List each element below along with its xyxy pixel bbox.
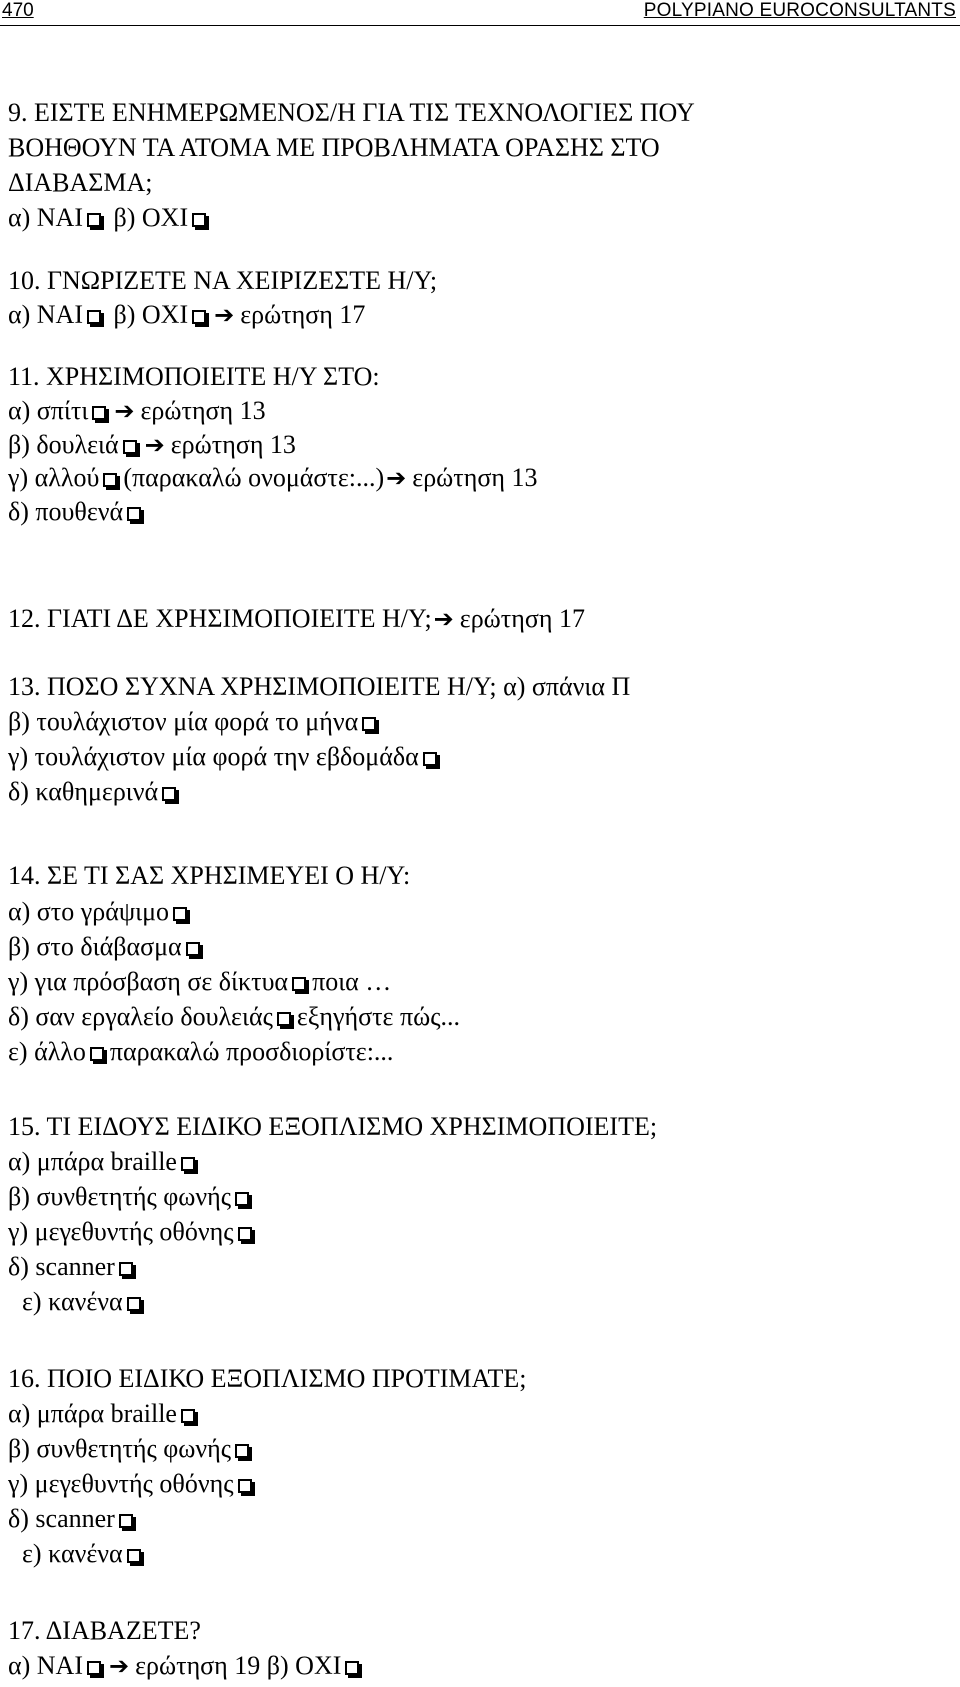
q15-option-c-label: γ) μεγεθυντής οθόνης bbox=[8, 1217, 234, 1246]
q15-option-b bbox=[8, 1182, 255, 1212]
q14-option-e-label: ε) άλλο bbox=[8, 1037, 86, 1066]
checkbox-icon[interactable] bbox=[277, 1012, 291, 1026]
q15-option-c bbox=[8, 1217, 258, 1247]
q11-option-c-goto: ερώτηση 13 bbox=[412, 463, 538, 492]
checkbox-icon[interactable] bbox=[362, 717, 376, 731]
q9-option-yes-label: α) ΝΑΙ bbox=[8, 203, 83, 232]
checkbox-icon[interactable] bbox=[186, 942, 200, 956]
q9-option-no-label: β) ΟΧΙ bbox=[113, 203, 189, 232]
q15-option-b-label: β) συνθετητής φωνής bbox=[8, 1182, 232, 1211]
q14-option-e bbox=[8, 1037, 393, 1067]
q17-option-yes-label: α) ΝΑΙ bbox=[8, 1651, 83, 1680]
checkbox-icon[interactable] bbox=[238, 1479, 252, 1493]
checkbox-icon[interactable] bbox=[103, 473, 117, 487]
q11-option-b-label: β) δουλειά bbox=[8, 430, 119, 459]
q11-option-a bbox=[8, 396, 266, 426]
checkbox-icon[interactable] bbox=[92, 406, 106, 420]
checkbox-icon[interactable] bbox=[238, 1227, 252, 1241]
q11-option-c-label: γ) αλλού bbox=[8, 463, 100, 492]
q11-option-c bbox=[8, 463, 537, 493]
q9-title-line3: ΔΙΑΒΑΣΜΑ; bbox=[8, 168, 153, 197]
q16-title: 16. ΠΟΙΟ ΕΙΔΙΚΟ ΕΞΟΠΛΙΣΜΟ ΠΡΟΤΙΜΑΤΕ; bbox=[8, 1364, 527, 1393]
q14-option-d-label: δ) σαν εργαλείο δουλειάς bbox=[8, 1002, 273, 1031]
q15-title: 15. ΤΙ ΕΙΔΟΥΣ ΕΙΔΙΚΟ ΕΞΟΠΛΙΣΜΟ ΧΡΗΣΙΜΟΠΟΙΕΙΤΕ; bbox=[8, 1112, 658, 1141]
q12-line bbox=[8, 604, 585, 634]
q11-option-a-label: α) σπίτι bbox=[8, 396, 89, 425]
checkbox-icon[interactable] bbox=[235, 1192, 249, 1206]
checkbox-icon[interactable] bbox=[181, 1409, 195, 1423]
q16-option-d-label: δ) scanner bbox=[8, 1504, 115, 1533]
q14-option-c-note: ποια … bbox=[312, 967, 392, 996]
arrow-right-icon: ➔ bbox=[214, 301, 235, 329]
q10-option-no-label: β) ΟΧΙ bbox=[113, 300, 189, 329]
page-number: 470 bbox=[2, 0, 34, 21]
q10-goto: ερώτηση 17 bbox=[240, 300, 366, 329]
q14-option-b bbox=[8, 932, 206, 962]
checkbox-icon[interactable] bbox=[87, 310, 101, 324]
q10-title: 10. ΓΝΩΡΙΖΕΤΕ ΝΑ ΧΕΙΡΙΖΕΣΤΕ Η/Υ; bbox=[8, 266, 438, 295]
checkbox-icon[interactable] bbox=[127, 507, 141, 521]
q16-option-e bbox=[22, 1539, 147, 1569]
q10-options bbox=[8, 300, 365, 330]
checkbox-icon[interactable] bbox=[423, 752, 437, 766]
checkbox-icon[interactable] bbox=[235, 1444, 249, 1458]
checkbox-icon[interactable] bbox=[123, 440, 137, 454]
q16-option-c-label: γ) μεγεθυντής οθόνης bbox=[8, 1469, 234, 1498]
q11-option-d bbox=[8, 497, 147, 527]
q16-option-a-label: α) μπάρα braille bbox=[8, 1399, 177, 1428]
checkbox-icon[interactable] bbox=[127, 1297, 141, 1311]
arrow-right-icon: ➔ bbox=[114, 397, 135, 425]
checkbox-icon[interactable] bbox=[192, 310, 206, 324]
q14-option-a-label: α) στο γράψιμο bbox=[8, 897, 170, 926]
q14-option-b-label: β) στο διάβασμα bbox=[8, 932, 182, 961]
q16-option-e-label: ε) κανένα bbox=[22, 1539, 123, 1568]
q16-option-b-label: β) συνθετητής φωνής bbox=[8, 1434, 232, 1463]
checkbox-icon[interactable] bbox=[181, 1157, 195, 1171]
checkbox-icon[interactable] bbox=[119, 1514, 133, 1528]
checkbox-icon[interactable] bbox=[173, 907, 187, 921]
header-rule bbox=[0, 25, 960, 26]
q11-option-b bbox=[8, 430, 296, 460]
checkbox-icon[interactable] bbox=[192, 213, 206, 227]
arrow-right-icon: ➔ bbox=[144, 431, 165, 459]
arrow-right-icon: ➔ bbox=[386, 464, 407, 492]
q15-option-d-label: δ) scanner bbox=[8, 1252, 115, 1281]
q13-option-b-label: β) τουλάχιστον μία φορά το μήνα bbox=[8, 707, 359, 736]
q10-option-yes-label: α) ΝΑΙ bbox=[8, 300, 83, 329]
q15-option-a bbox=[8, 1147, 201, 1177]
checkbox-icon[interactable] bbox=[292, 977, 306, 991]
q9-title-line2: ΒΟΗΘΟΥΝ ΤΑ ΑΤΟΜΑ ΜΕ ΠΡΟΒΛΗΜΑΤΑ ΟΡΑΣΗΣ ΣΤΟ bbox=[8, 133, 660, 162]
q12-title: 12. ΓΙΑΤΙ ΔΕ ΧΡΗΣΙΜΟΠΟΙΕΙΤΕ Η/Υ; bbox=[8, 604, 432, 633]
publisher-name: POLYPIANO EUROCONSULTANTS bbox=[643, 0, 956, 21]
checkbox-icon[interactable] bbox=[127, 1549, 141, 1563]
checkbox-icon[interactable] bbox=[345, 1661, 359, 1675]
q15-option-a-label: α) μπάρα braille bbox=[8, 1147, 177, 1176]
q14-title: 14. ΣΕ ΤΙ ΣΑΣ ΧΡΗΣΙΜΕΥΕΙ Ο Η/Υ: bbox=[8, 861, 411, 890]
checkbox-icon[interactable] bbox=[87, 1661, 101, 1675]
q11-title: 11. ΧΡΗΣΙΜΟΠΟΙΕΙΤΕ Η/Υ ΣΤΟ: bbox=[8, 362, 380, 391]
checkbox-icon[interactable] bbox=[119, 1262, 133, 1276]
q14-option-e-note: παρακαλώ προσδιορίστε:... bbox=[109, 1037, 394, 1066]
q17-options bbox=[8, 1651, 365, 1681]
q13-title: 13. ΠΟΣΟ ΣΥΧΝΑ ΧΡΗΣΙΜΟΠΟΙΕΙΤΕ Η/Υ; α) σπάνια Π bbox=[8, 672, 631, 701]
q16-option-b bbox=[8, 1434, 255, 1464]
q13-option-d bbox=[8, 777, 182, 807]
q13-option-d-label: δ) καθημερινά bbox=[8, 777, 159, 806]
q11-option-d-label: δ) πουθενά bbox=[8, 497, 124, 526]
q13-option-c bbox=[8, 742, 443, 772]
checkbox-icon[interactable] bbox=[87, 213, 101, 227]
checkbox-icon[interactable] bbox=[90, 1047, 104, 1061]
arrow-right-icon: ➔ bbox=[109, 1652, 130, 1680]
q12-goto: ερώτηση 17 bbox=[459, 604, 585, 633]
q16-option-d bbox=[8, 1504, 139, 1534]
q17-title: 17. ΔΙΑΒΑΖΕΤΕ? bbox=[8, 1616, 201, 1645]
q15-option-d bbox=[8, 1252, 139, 1282]
q14-option-d-note: εξηγήστε πώς... bbox=[296, 1002, 460, 1031]
arrow-right-icon: ➔ bbox=[433, 605, 454, 633]
q14-option-c bbox=[8, 967, 391, 997]
q16-option-c bbox=[8, 1469, 258, 1499]
q14-option-c-label: γ) για πρόσβαση σε δίκτυα bbox=[8, 967, 289, 996]
q13-option-c-label: γ) τουλάχιστον μία φορά την εβδομάδα bbox=[8, 742, 419, 771]
q11-option-c-note: (παρακαλώ ονομάστε:...) bbox=[123, 463, 385, 492]
page-header bbox=[0, 0, 960, 28]
q17-option-no-label: β) ΟΧΙ bbox=[266, 1651, 342, 1680]
q14-option-a bbox=[8, 897, 193, 927]
checkbox-icon[interactable] bbox=[162, 787, 176, 801]
q14-option-d bbox=[8, 1002, 460, 1032]
q16-option-a bbox=[8, 1399, 201, 1429]
q17-goto: ερώτηση 19 bbox=[135, 1651, 261, 1680]
q9-options bbox=[8, 203, 212, 233]
q11-option-a-goto: ερώτηση 13 bbox=[140, 396, 266, 425]
q11-option-b-goto: ερώτηση 13 bbox=[170, 430, 296, 459]
q9-title-line1: 9. ΕΙΣΤΕ ΕΝΗΜΕΡΩΜΕΝΟΣ/Η ΓΙΑ ΤΙΣ ΤΕΧΝΟΛΟΓΙΕΣ ΠΟΥ bbox=[8, 98, 695, 127]
q13-option-b bbox=[8, 707, 382, 737]
q15-option-e bbox=[22, 1287, 147, 1317]
q15-option-e-label: ε) κανένα bbox=[22, 1287, 123, 1316]
